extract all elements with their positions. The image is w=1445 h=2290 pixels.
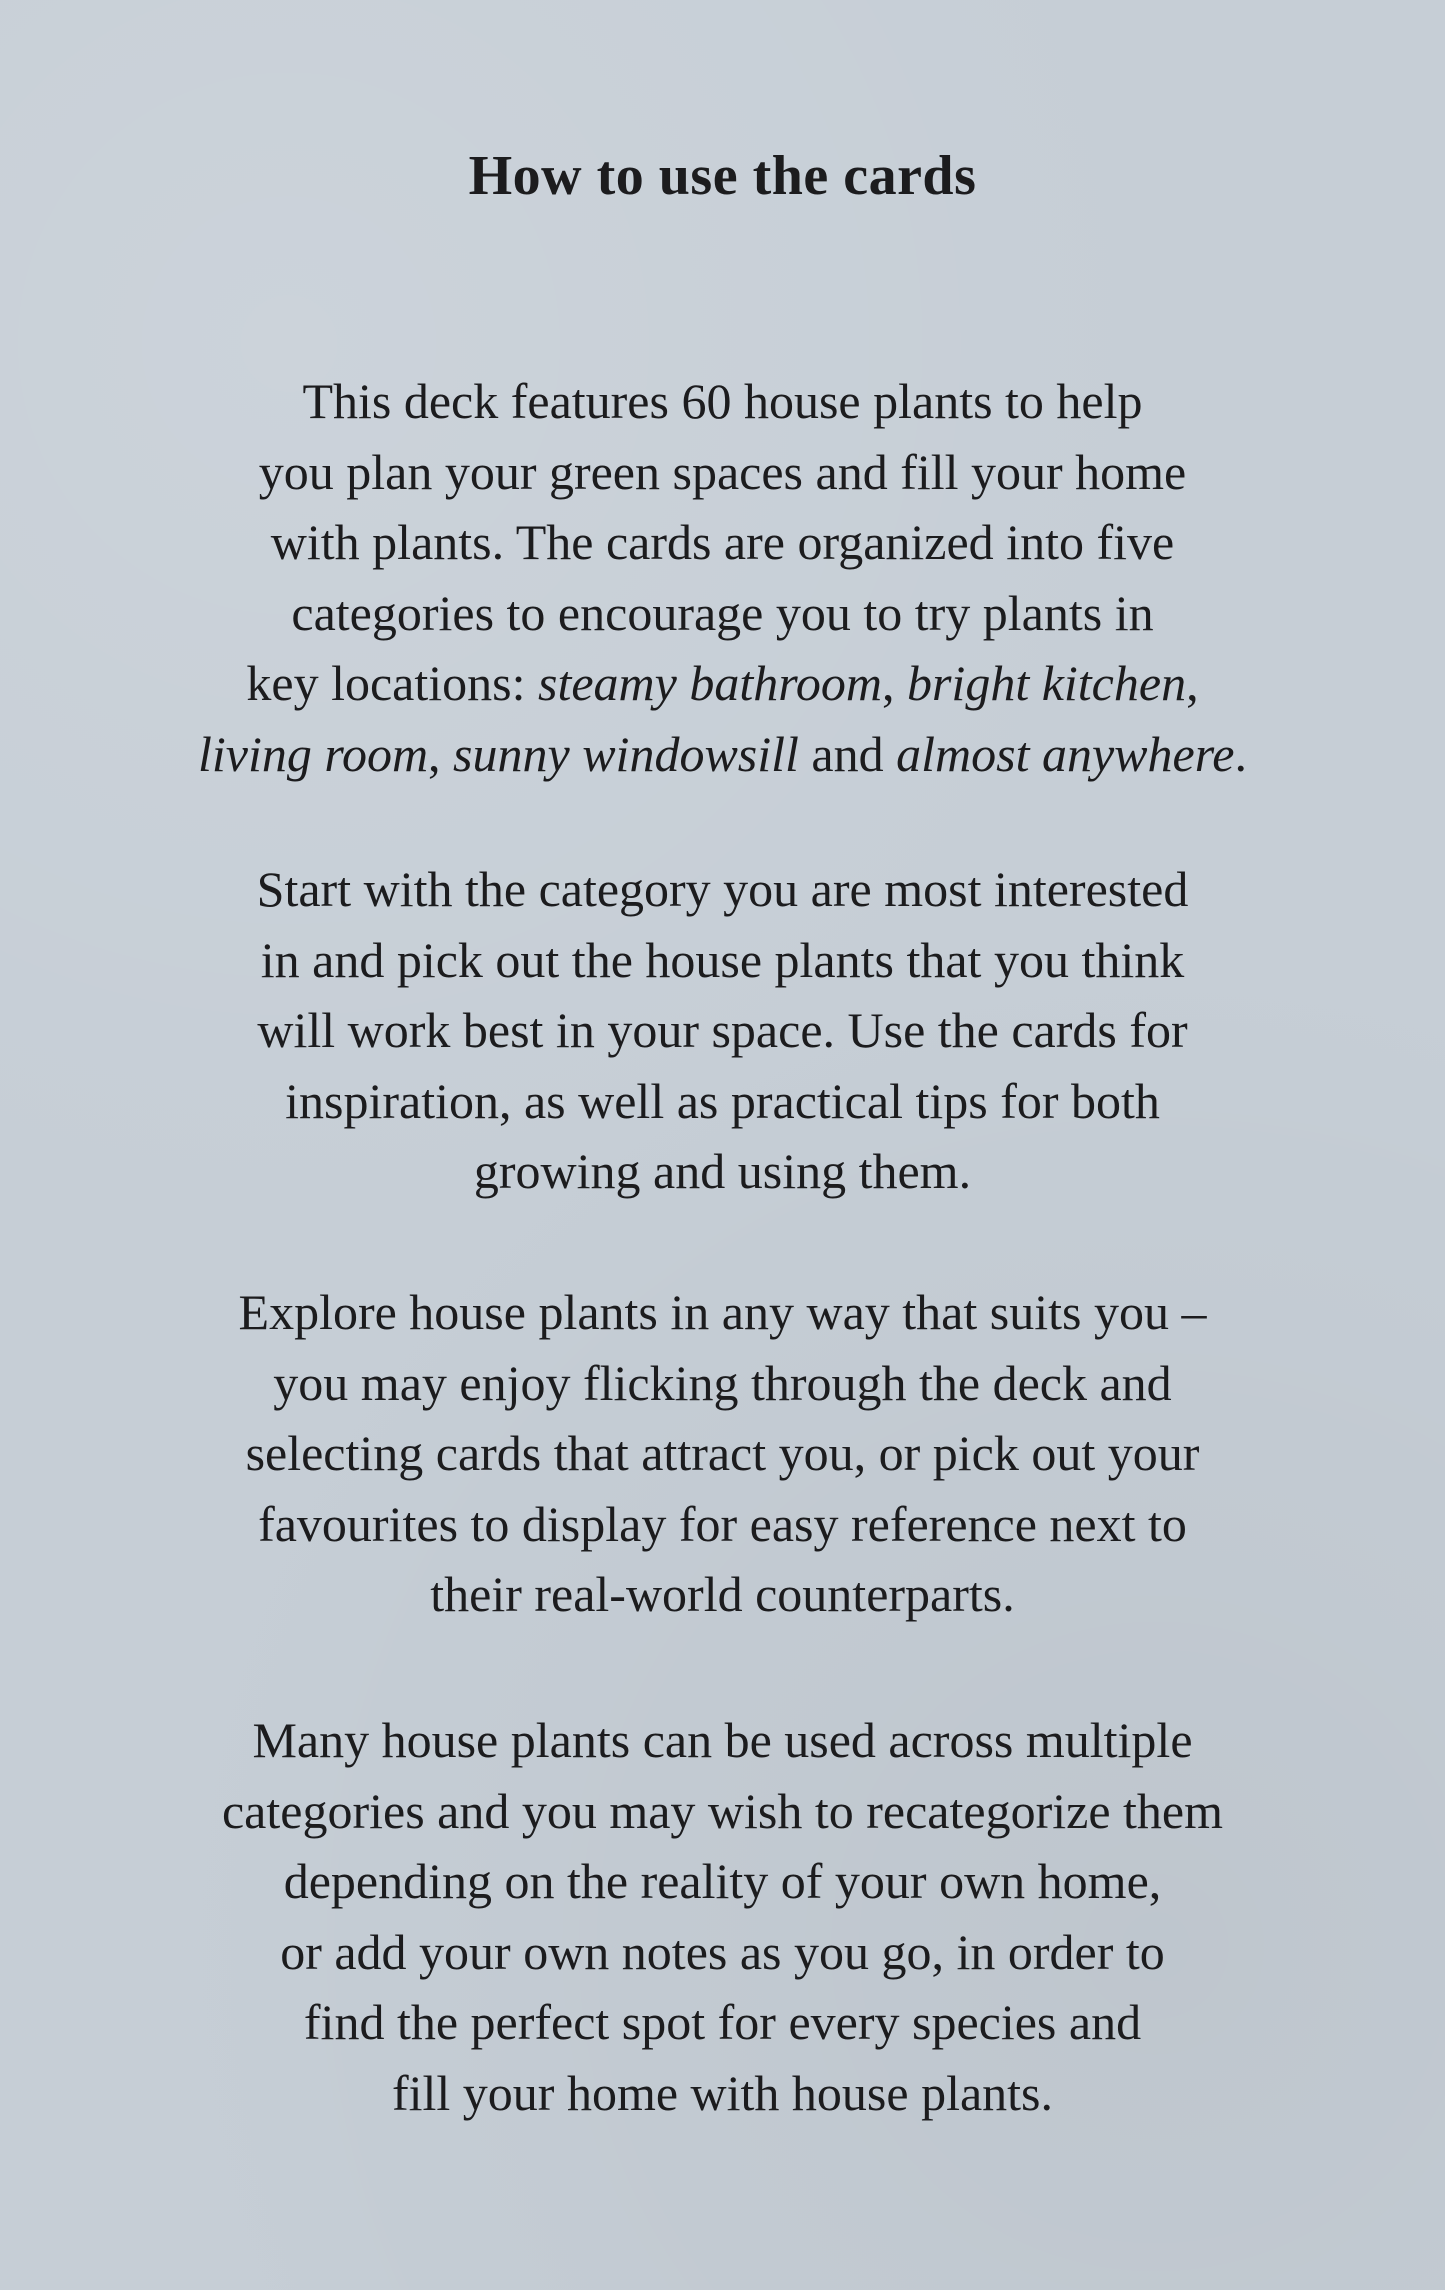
paragraph-intro <box>110 366 1335 789</box>
text-line: in and pick out the house plants that you think <box>260 931 1185 988</box>
location-steamy-bathroom: steamy bathroom <box>538 655 882 711</box>
paragraph-recategorize <box>110 1705 1335 2128</box>
text-line: Explore house plants in any way that suits you – <box>238 1284 1207 1340</box>
text-line: their real-world counterparts. <box>430 1566 1015 1622</box>
text-line: categories and you may wish to recategorize them <box>221 1782 1223 1839</box>
location-living-room: living room <box>197 725 429 782</box>
paragraph-explore <box>110 1277 1335 1630</box>
separator: , <box>881 655 907 711</box>
text-line: categories to encourage you to try plants in <box>291 584 1154 641</box>
location-almost-anywhere: almost anywhere <box>896 725 1235 782</box>
text-line: growing and using them. <box>473 1143 972 1199</box>
text-line: inspiration, as well as practical tips for both <box>285 1072 1160 1129</box>
page-title: How to use the cards <box>468 145 977 207</box>
text-line: selecting cards that attract you, or pick out your <box>245 1425 1200 1481</box>
text-line: Many house plants can be used across multiple <box>252 1712 1193 1768</box>
text-line: will work best in your space. Use the cards for <box>257 1002 1188 1058</box>
separator: , <box>428 725 454 782</box>
text-line <box>110 719 1335 790</box>
text-line: fill your home with house plants. <box>391 2064 1054 2121</box>
text-line: with plants. The cards are organized into five <box>270 514 1175 570</box>
text-line <box>110 648 1335 719</box>
text-line: favourites to display for easy reference next to <box>258 1495 1187 1552</box>
text-line: depending on the reality of your own home, <box>283 1853 1162 1909</box>
text-line: you may enjoy flicking through the deck and <box>273 1354 1172 1411</box>
text-line: Start with the category you are most interested <box>256 861 1189 917</box>
separator: and <box>798 725 897 782</box>
location-sunny-windowsill: sunny windowsill <box>453 725 799 782</box>
text-line: you plan your green spaces and fill your home <box>258 443 1187 500</box>
text-line: This deck features 60 house plants to help <box>302 373 1143 429</box>
location-bright-kitchen: bright kitchen <box>906 655 1187 711</box>
text-line: or add your own notes as you go, in order to <box>280 1923 1165 1980</box>
separator: . <box>1234 725 1248 782</box>
separator: , <box>1186 655 1199 711</box>
locations-prefix: key locations: <box>246 655 539 711</box>
text-line: find the perfect spot for every species and <box>303 1994 1142 2050</box>
paragraph-start <box>110 854 1335 1207</box>
